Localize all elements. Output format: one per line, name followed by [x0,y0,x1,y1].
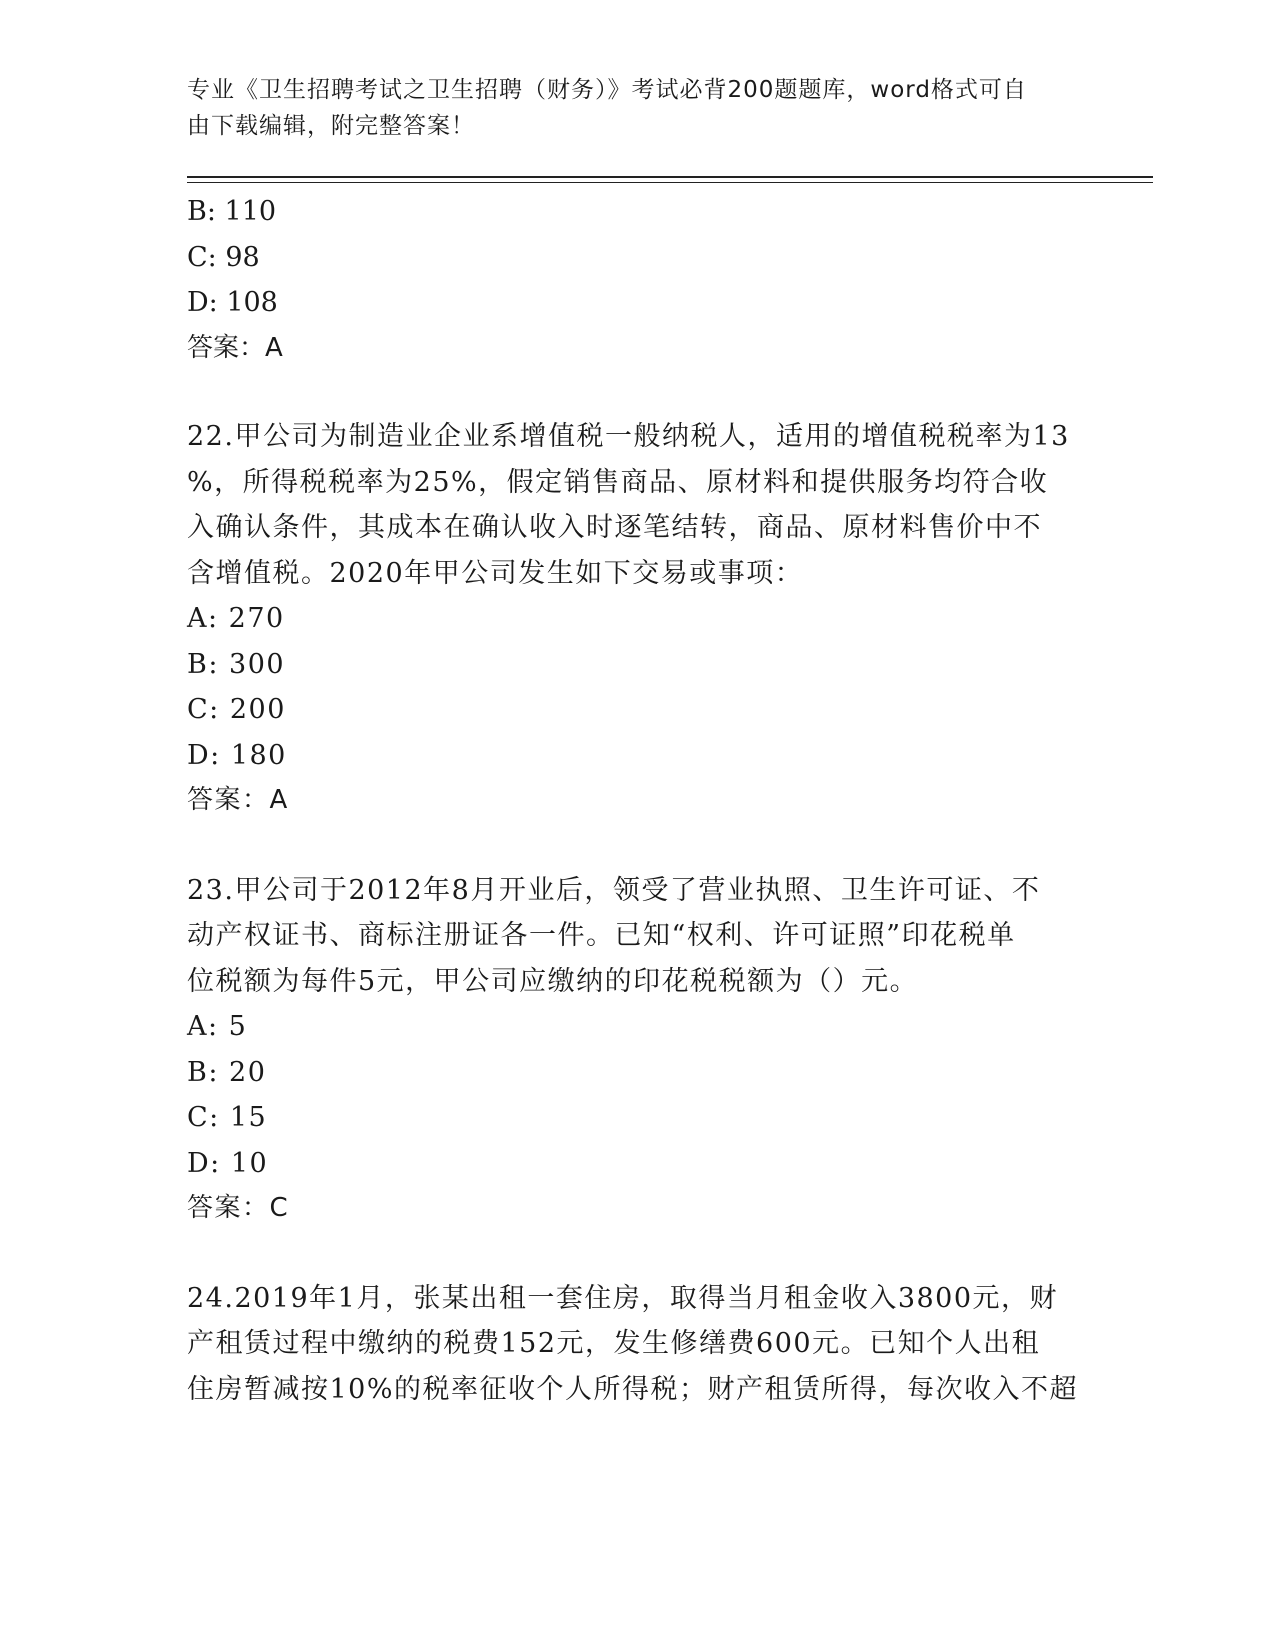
question-21-tail [187,189,1087,371]
option-b: B: 300 [187,648,286,680]
question-text-line: 位税额为每件5元，甲公司应缴纳的印花税税额为（）元。 [187,965,919,997]
question-text-line: 入确认条件，其成本在确认收入时逐笔结转，商品、原材料售价中不 [187,512,1042,543]
header-rule-thick [187,176,1153,178]
answer-line: 答案：C [187,1193,290,1223]
document-header [187,72,1067,144]
question-text-line: %，所得税税率为25%，假定销售商品、原材料和提供服务均符合收 [187,466,1049,498]
answer-line: 答案：A [187,785,289,815]
question-24 [187,1276,1087,1413]
option-c: C: 200 [187,694,286,725]
option-a: A: 5 [187,1011,248,1042]
option-b: B: 20 [187,1056,267,1088]
option-b: B: 110 [187,196,277,227]
header-rule-thin [187,182,1153,183]
document-body [187,189,1087,1412]
option-d: D: 180 [187,739,287,771]
option-c: C: 15 [187,1102,268,1133]
question-22 [187,414,1087,824]
question-23 [187,868,1087,1232]
answer-line: 答案：A [187,332,283,363]
question-text-line: 24.2019年1月，张某出租一套住房，取得当月租金收入3800元，财 [187,1282,1059,1314]
header-line-2: 由下载编辑，附完整答案！ [187,113,475,139]
question-text-line: 含增值税。2020年甲公司发生如下交易或事项： [187,557,804,589]
option-a: A: 270 [187,603,285,634]
question-text-line: 产租赁过程中缴纳的税费152元，发生修缮费600元。已知个人出租 [187,1328,1041,1359]
option-d: D: 10 [187,1147,269,1179]
header-line-1: 专业《卫生招聘考试之卫生招聘（财务）》考试必背200题题库，word格式可自 [187,77,1027,103]
question-text-line: 动产权证书、商标注册证各一件。已知“权利、许可证照”印花税单 [187,920,1016,951]
question-text-line: 23.甲公司于2012年8月开业后，领受了营业执照、卫生许可证、不 [187,874,1041,906]
question-text-line: 住房暂减按10%的税率征收个人所得税；财产租赁所得，每次收入不超 [187,1373,1079,1405]
option-c: C: 98 [187,241,260,273]
option-d: D: 108 [187,287,278,318]
question-text-line: 22.甲公司为制造业企业系增值税一般纳税人，适用的增值税税率为13 [187,421,1070,452]
